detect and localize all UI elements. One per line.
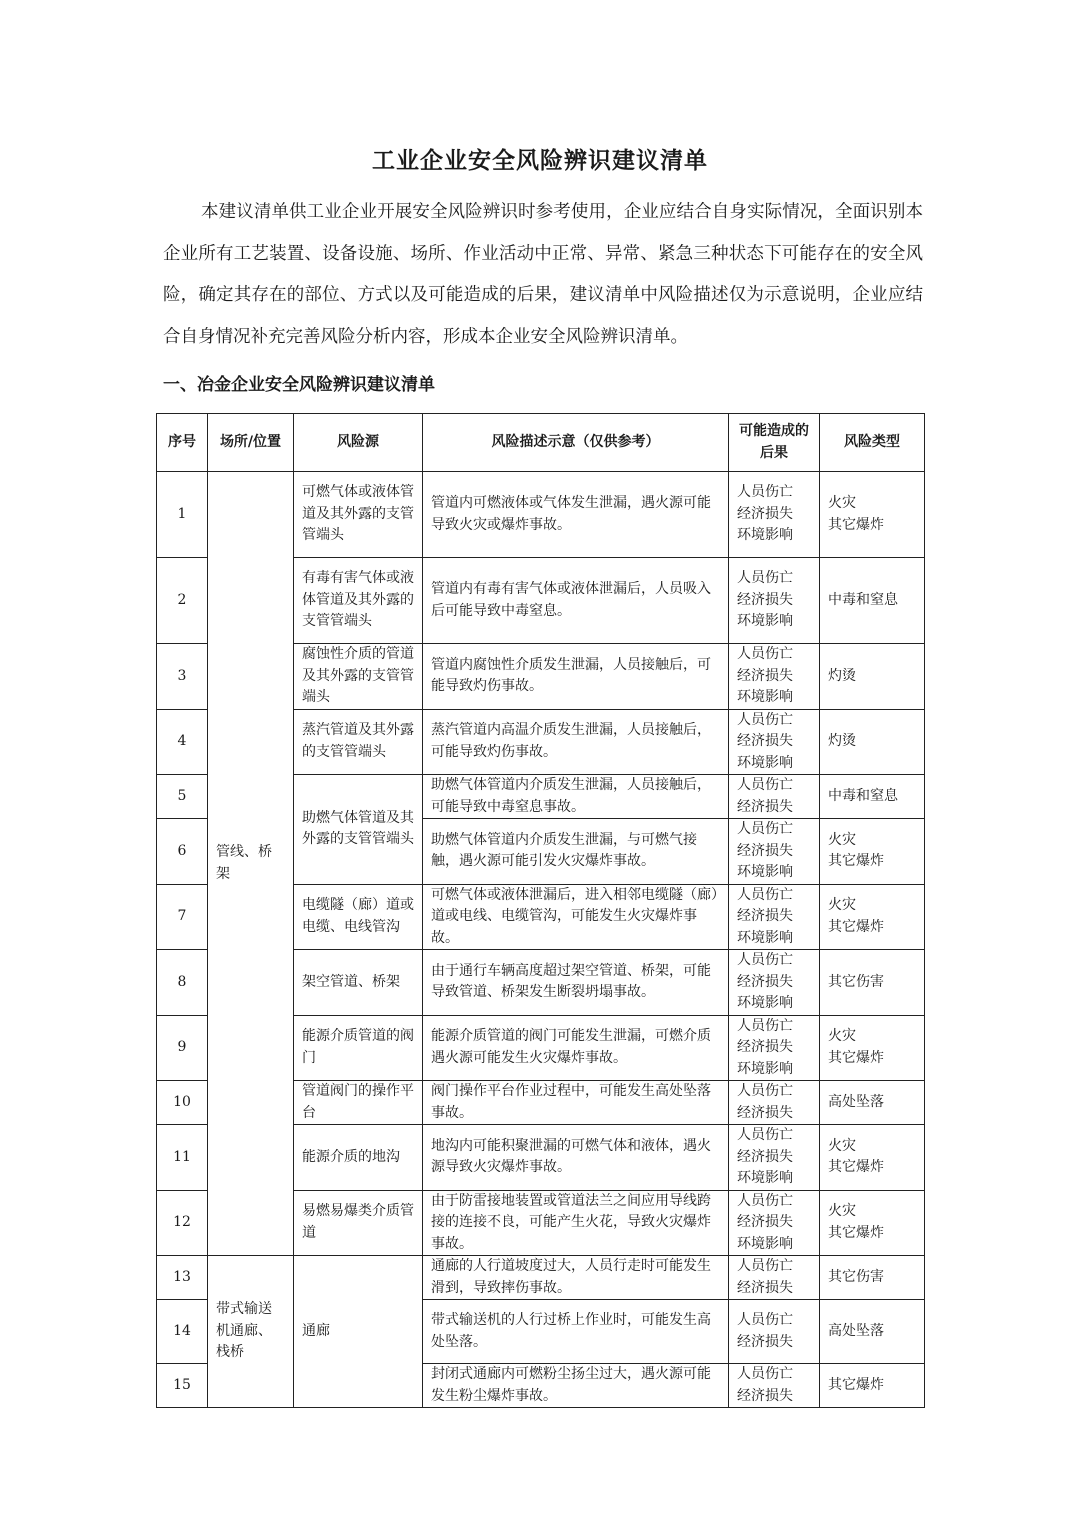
header-description: 风险描述示意（仅供参考） <box>423 414 729 472</box>
row-source: 架空管道、桥架 <box>294 950 423 1016</box>
row-seq: 10 <box>157 1081 208 1125</box>
row-seq: 1 <box>157 472 208 558</box>
row-description: 阀门操作平台作业过程中，可能发生高处坠落事故。 <box>423 1081 729 1125</box>
risk-table <box>156 413 925 1408</box>
row-description: 由于防雷接地装置或管道法兰之间应用导线跨接的连接不良，可能产生火花，导致火灾爆炸事故。 <box>423 1190 729 1256</box>
row-consequence: 人员伤亡 经济损失 环境影响 <box>729 950 820 1016</box>
row-description: 管道内腐蚀性介质发生泄漏，人员接触后，可能导致灼伤事故。 <box>423 644 729 710</box>
page-title: 工业企业安全风险辨识建议清单 <box>372 148 708 174</box>
row-description: 可燃气体或液体泄漏后，进入相邻电缆隧（廊）道或电线、电缆管沟，可能发生火灾爆炸事故。 <box>423 884 729 950</box>
row-risk-type: 火灾 其它爆炸 <box>820 884 925 950</box>
row-description: 蒸汽管道内高温介质发生泄漏，人员接触后，可能导致灼伤事故。 <box>423 709 729 775</box>
row-description: 通廊的人行道坡度过大，人员行走时可能发生滑到，导致摔伤事故。 <box>423 1256 729 1300</box>
table-row <box>157 1256 925 1300</box>
row-consequence: 人员伤亡 经济损失 环境影响 <box>729 644 820 710</box>
row-consequence: 人员伤亡 经济损失 环境影响 <box>729 819 820 885</box>
row-seq: 8 <box>157 950 208 1016</box>
row-risk-type: 火灾 其它爆炸 <box>820 1015 925 1081</box>
row-description: 管道内有毒有害气体或液体泄漏后，人员吸入后可能导致中毒窒息。 <box>423 558 729 644</box>
row-consequence: 人员伤亡 经济损失 <box>729 1256 820 1300</box>
row-description: 管道内可燃液体或气体发生泄漏，遇火源可能导致火灾或爆炸事故。 <box>423 472 729 558</box>
row-risk-type: 其它伤害 <box>820 1256 925 1300</box>
row-source: 可燃气体或液体管道及其外露的支管管端头 <box>294 472 423 558</box>
row-description: 由于通行车辆高度超过架空管道、桥架，可能导致管道、桥架发生断裂坍塌事故。 <box>423 950 729 1016</box>
row-risk-type: 火灾 其它爆炸 <box>820 472 925 558</box>
row-consequence: 人员伤亡 经济损失 环境影响 <box>729 472 820 558</box>
row-description: 助燃气体管道内介质发生泄漏，与可燃气接触，遇火源可能引发火灾爆炸事故。 <box>423 819 729 885</box>
row-seq: 5 <box>157 775 208 819</box>
row-risk-type: 中毒和窒息 <box>820 775 925 819</box>
row-seq: 9 <box>157 1015 208 1081</box>
row-consequence: 人员伤亡 经济损失 <box>729 1081 820 1125</box>
row-source: 腐蚀性介质的管道及其外露的支管管端头 <box>294 644 423 710</box>
row-seq: 12 <box>157 1190 208 1256</box>
row-consequence: 人员伤亡 经济损失 <box>729 1364 820 1408</box>
row-consequence: 人员伤亡 经济损失 环境影响 <box>729 884 820 950</box>
intro-paragraph: 本建议清单供工业企业开展安全风险辨识时参考使用，企业应结合自身实际情况，全面识别本企业所有工艺装置、设备设施、场所、作业活动中正常、异常、紧急三种状态下可能存在的安全风险，确定其存在的部位、方式以及可能造成的后果，建议清单中风险描述仅为示意说明，企业应结合自身情况补充完善风险分析内容，形成本企业安全风险辨识清单。 <box>163 202 923 347</box>
row-consequence: 人员伤亡 经济损失 环境影响 <box>729 709 820 775</box>
row-risk-type: 其它伤害 <box>820 950 925 1016</box>
row-source: 管道阀门的操作平台 <box>294 1081 423 1125</box>
header-risk-type: 风险类型 <box>820 414 925 472</box>
row-consequence: 人员伤亡 经济损失 环境影响 <box>729 1190 820 1256</box>
row-consequence: 人员伤亡 经济损失 环境影响 <box>729 1125 820 1191</box>
header-consequence: 可能造成的后果 <box>729 414 820 472</box>
row-seq: 14 <box>157 1300 208 1364</box>
table-row <box>157 472 925 558</box>
row-location: 管线、桥架 <box>208 472 294 1256</box>
section-heading: 一、冶金企业安全风险辨识建议清单 <box>163 375 435 395</box>
table-header-row <box>157 414 925 472</box>
row-risk-type: 火灾 其它爆炸 <box>820 1125 925 1191</box>
row-risk-type: 高处坠落 <box>820 1081 925 1125</box>
row-description: 地沟内可能积聚泄漏的可燃气体和液体，遇火源导致火灾爆炸事故。 <box>423 1125 729 1191</box>
row-source: 能源介质的地沟 <box>294 1125 423 1191</box>
row-source: 助燃气体管道及其外露的支管管端头 <box>294 775 423 885</box>
row-source: 易燃易爆类介质管道 <box>294 1190 423 1256</box>
row-seq: 3 <box>157 644 208 710</box>
row-risk-type: 火灾 其它爆炸 <box>820 1190 925 1256</box>
row-seq: 4 <box>157 709 208 775</box>
row-risk-type: 高处坠落 <box>820 1300 925 1364</box>
row-risk-type: 火灾 其它爆炸 <box>820 819 925 885</box>
row-source: 能源介质管道的阀门 <box>294 1015 423 1081</box>
row-seq: 15 <box>157 1364 208 1408</box>
row-risk-type: 中毒和窒息 <box>820 558 925 644</box>
row-seq: 2 <box>157 558 208 644</box>
row-source: 有毒有害气体或液体管道及其外露的支管管端头 <box>294 558 423 644</box>
row-source: 电缆隧（廊）道或电缆、电线管沟 <box>294 884 423 950</box>
header-seq: 序号 <box>157 414 208 472</box>
row-description: 封闭式通廊内可燃粉尘扬尘过大，遇火源可能发生粉尘爆炸事故。 <box>423 1364 729 1408</box>
row-seq: 6 <box>157 819 208 885</box>
row-location: 带式输送机通廊、栈桥 <box>208 1256 294 1408</box>
row-consequence: 人员伤亡 经济损失 <box>729 1300 820 1364</box>
row-description: 助燃气体管道内介质发生泄漏，人员接触后，可能导致中毒窒息事故。 <box>423 775 729 819</box>
row-description: 能源介质管道的阀门可能发生泄漏，可燃介质遇火源可能发生火灾爆炸事故。 <box>423 1015 729 1081</box>
row-seq: 13 <box>157 1256 208 1300</box>
row-source: 通廊 <box>294 1256 423 1408</box>
row-risk-type: 灼烫 <box>820 709 925 775</box>
row-seq: 11 <box>157 1125 208 1191</box>
row-seq: 7 <box>157 884 208 950</box>
row-risk-type: 灼烫 <box>820 644 925 710</box>
header-location: 场所/位置 <box>208 414 294 472</box>
row-source: 蒸汽管道及其外露的支管管端头 <box>294 709 423 775</box>
row-consequence: 人员伤亡 经济损失 <box>729 775 820 819</box>
row-consequence: 人员伤亡 经济损失 环境影响 <box>729 558 820 644</box>
row-risk-type: 其它爆炸 <box>820 1364 925 1408</box>
row-consequence: 人员伤亡 经济损失 环境影响 <box>729 1015 820 1081</box>
row-description: 带式输送机的人行过桥上作业时，可能发生高处坠落。 <box>423 1300 729 1364</box>
header-source: 风险源 <box>294 414 423 472</box>
